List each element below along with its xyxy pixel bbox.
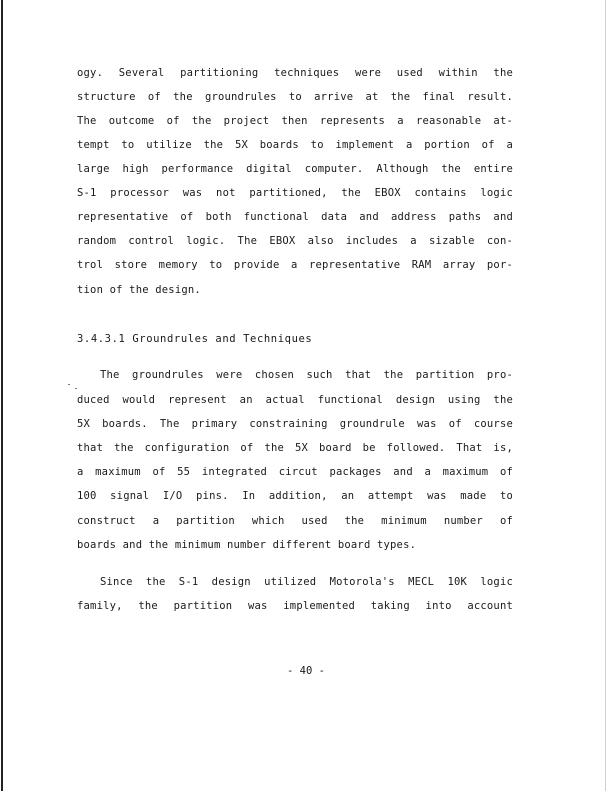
text-line: S-1 processor was not partitioned, the EBOX contains logic (77, 187, 513, 199)
text-line: a maximum of 55 integrated circut packages and a maximum of (77, 466, 513, 478)
text-line: that the configuration of the 5X board be followed. That is, (77, 442, 513, 454)
text-line: large high performance digital computer. Although the entire (77, 163, 513, 175)
text-line: tion of the design. (77, 284, 201, 296)
text-line: 5X boards. The primary constraining groundrule was of course (77, 418, 513, 430)
text-line: tempt to utilize the 5X boards to implement a portion of a (77, 139, 513, 151)
text-line: representative of both functional data and address paths and (77, 211, 513, 223)
section-heading: 3.4.3.1 Groundrules and Techniques (77, 333, 313, 345)
text-line: ogy. Several partitioning techniques were used within the (77, 67, 513, 79)
scan-speck (68, 384, 70, 385)
text-line: The groundrules were chosen such that the partition pro- (100, 369, 513, 381)
text-line: 100 signal I/O pins. In addition, an attempt was made to (77, 490, 513, 502)
scan-speck (75, 388, 77, 389)
text-line: boards and the minimum number different board types. (77, 539, 417, 551)
text-line: random control logic. The EBOX also includes a sizable con- (77, 235, 513, 247)
text-line: trol store memory to provide a representative RAM array por- (77, 259, 513, 271)
text-line: family, the partition was implemented taking into account (77, 600, 513, 612)
text-line: The outcome of the project then represents a reasonable at- (77, 115, 513, 127)
text-line: Since the S-1 design utilized Motorola's MECL 10K logic (100, 576, 513, 588)
text-line: duced would represent an actual functional design using the (77, 394, 513, 406)
text-line: structure of the groundrules to arrive at the final result. (77, 91, 513, 103)
page-number: - 40 - (287, 665, 325, 677)
text-line: construct a partition which used the minimum number of (77, 515, 513, 527)
